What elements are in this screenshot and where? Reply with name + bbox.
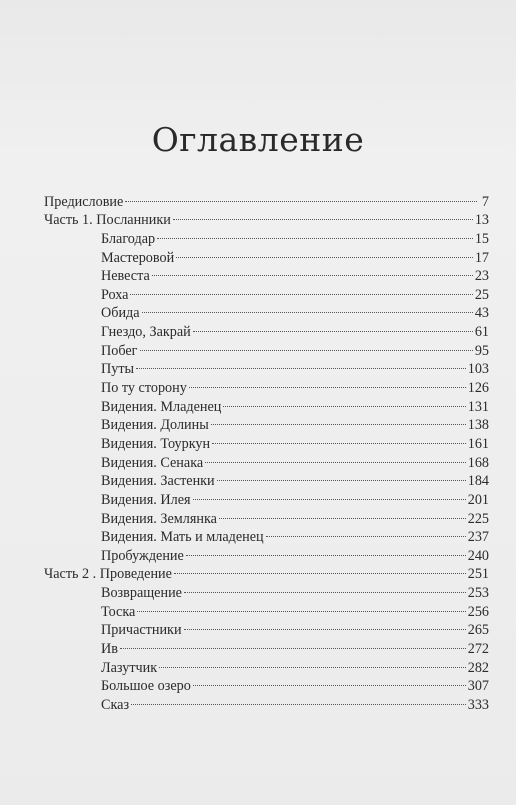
dot-leader <box>189 373 466 392</box>
toc-entry-page-number: 43 <box>474 305 489 322</box>
toc-entry-page-number: 251 <box>467 566 489 583</box>
toc-entry-label: Гнездо, Закрай <box>101 324 191 341</box>
toc-entry-page-number: 13 <box>474 212 489 229</box>
toc-entry-page-number: 225 <box>467 510 489 527</box>
dot-leader <box>266 523 466 542</box>
dot-leader <box>217 467 466 486</box>
toc-entry-page-number: 138 <box>467 417 489 434</box>
toc-entry-label: Причастники <box>101 622 182 639</box>
dot-leader <box>173 206 473 225</box>
toc-entry-label: Предисловие <box>44 193 124 210</box>
toc-entry-label: Тоска <box>101 603 136 620</box>
dot-leader <box>186 541 466 560</box>
dot-leader <box>159 653 466 672</box>
dot-leader <box>125 187 477 206</box>
toc-entry-page-number: 201 <box>467 491 489 508</box>
toc-entry-page-number: 272 <box>467 641 489 658</box>
dot-leader <box>131 690 466 709</box>
toc-entry-label: Часть 1. Посланники <box>44 212 171 229</box>
toc-entry-label: Побег <box>101 342 138 359</box>
toc-entry-label: Благодар <box>101 230 156 247</box>
toc-entry-label: Видения. Младенец <box>101 398 222 415</box>
dot-leader <box>174 560 466 579</box>
toc-entry-label: Видения. Долины <box>101 417 209 434</box>
dot-leader <box>140 336 473 355</box>
toc-entry-page-number: 161 <box>467 435 489 452</box>
toc-entry-label: Обида <box>101 305 140 322</box>
toc-entry-label: Возвращение <box>101 585 182 602</box>
toc-entry-label: Большое озеро <box>101 678 191 695</box>
toc-entry-page-number: 61 <box>474 324 489 341</box>
toc-entry-label: Сказ <box>101 696 130 713</box>
dot-leader <box>142 299 473 318</box>
toc-entry-page-number: 253 <box>467 585 489 602</box>
toc-entry-label: Видения. Сенака <box>101 454 204 471</box>
dot-leader <box>193 485 466 504</box>
toc-entry-page-number: 240 <box>467 547 489 564</box>
toc-entry-label: Видения. Мать и младенец <box>101 529 264 546</box>
dot-leader <box>130 280 472 299</box>
toc-entry-label: Роха <box>101 286 129 303</box>
toc-entry-page-number: 95 <box>474 342 489 359</box>
toc-entry-label: Лазутчик <box>101 659 158 676</box>
dot-leader <box>193 317 473 336</box>
toc-entry-page-number: 184 <box>467 473 489 490</box>
toc-entry-label: Путы <box>101 361 135 378</box>
dot-leader <box>184 616 466 635</box>
toc-entry-label: По ту сторону <box>101 380 187 397</box>
dot-leader <box>223 392 465 411</box>
dot-leader <box>219 504 466 523</box>
toc-entry-page-number: 237 <box>467 529 489 546</box>
toc-entry-label: Видения. Тоуркун <box>101 435 211 452</box>
toc-entry-label: Видения. Илея <box>101 491 191 508</box>
dot-leader <box>184 578 466 597</box>
dot-leader <box>152 262 473 281</box>
toc-entry-label: Видения. Землянка <box>101 510 217 527</box>
toc-entry-page-number: 15 <box>474 230 489 247</box>
toc-entry-label: Часть 2 . Проведение <box>44 566 172 583</box>
dot-leader <box>157 224 473 243</box>
toc-entry-label: Видения. Застенки <box>101 473 215 490</box>
toc-entry-label: Пробуждение <box>101 547 184 564</box>
dot-leader <box>136 355 466 374</box>
toc-entry-page-number: 131 <box>467 398 489 415</box>
toc-entry-label: Ив <box>101 641 118 658</box>
toc-entry-page-number: 17 <box>474 249 489 266</box>
toc-entry-page-number: 307 <box>467 678 489 695</box>
toc-entry-page-number: 103 <box>467 361 489 378</box>
toc-entry-page-number: 265 <box>467 622 489 639</box>
dot-leader <box>120 634 466 653</box>
toc-entry-page-number: 168 <box>467 454 489 471</box>
page-title: Оглавление <box>151 120 365 160</box>
toc-entry-page-number: 333 <box>467 696 489 713</box>
table-of-contents <box>44 187 489 713</box>
toc-entry-page-number: 256 <box>467 603 489 620</box>
toc-entry-label: Мастеровой <box>101 249 175 266</box>
toc-entry-page-number: 282 <box>467 659 489 676</box>
dot-leader <box>212 429 466 448</box>
toc-entry-part <box>44 187 489 210</box>
toc-entry-page-number: 25 <box>474 286 489 303</box>
toc-entry-label: Невеста <box>101 268 150 285</box>
dot-leader <box>176 243 473 262</box>
toc-entry-page-number: 23 <box>474 268 489 285</box>
dot-leader <box>193 672 466 691</box>
dot-leader <box>205 448 466 467</box>
dot-leader <box>137 597 465 616</box>
toc-entry-page-number: 126 <box>467 380 489 397</box>
toc-entry-page-number: 7 <box>481 193 489 210</box>
dot-leader <box>211 411 466 430</box>
